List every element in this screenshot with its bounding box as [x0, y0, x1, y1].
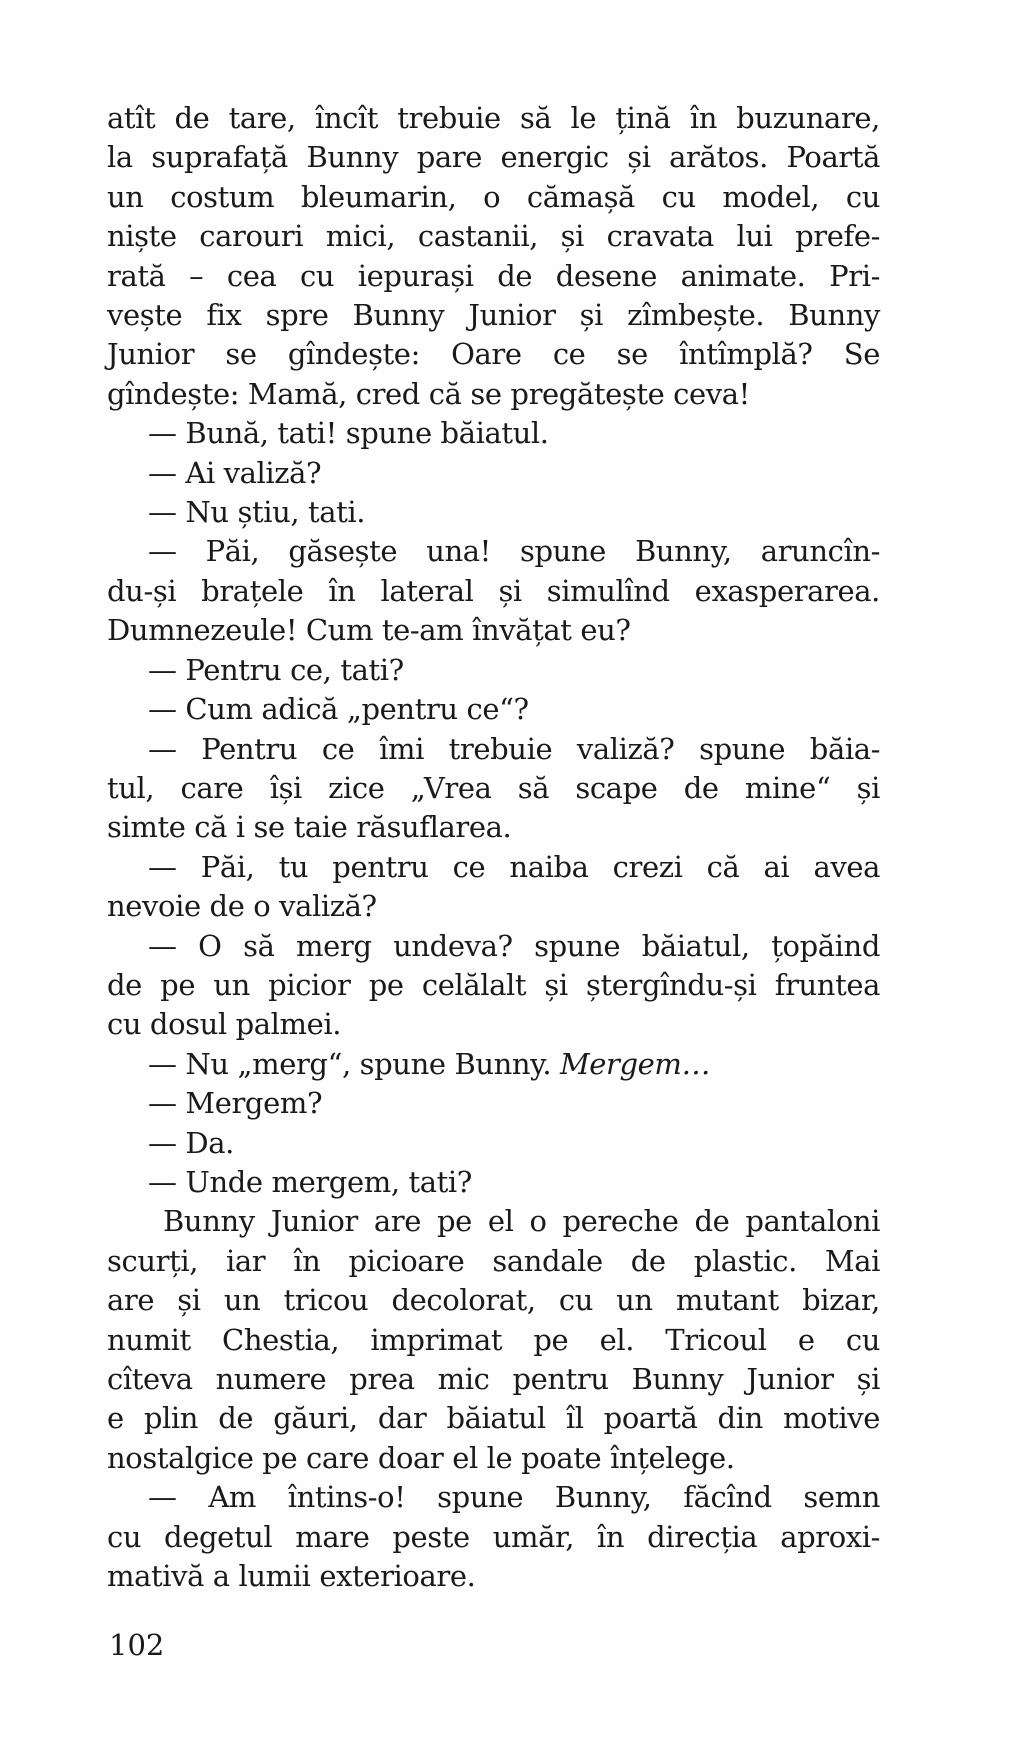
- text-segment: atît de tare, încît trebuie să le țină în buzunare,: [107, 101, 880, 135]
- text-line: [107, 848, 880, 887]
- text-line: [107, 532, 880, 571]
- text-segment: Dumnezeule! Cum te-am învățat eu?: [107, 613, 631, 648]
- text-line: [107, 1281, 880, 1320]
- text-segment: mativă a lumii exterioare.: [107, 1559, 476, 1594]
- text-segment: vește fix spre Bunny Junior și zîmbește. Bunny: [107, 298, 880, 333]
- paragraph: [107, 532, 880, 650]
- paragraph: [107, 414, 880, 453]
- text-segment: — Bună, tati! spune băiatul.: [148, 416, 549, 451]
- text-line: [107, 730, 880, 769]
- text-line: [107, 1163, 880, 1202]
- text-segment: scurți, iar în picioare sandale de plastic. Mai: [107, 1243, 880, 1278]
- text-segment: e plin de găuri, dar băiatul îl poartă din motive: [107, 1401, 880, 1436]
- text-segment: la suprafață Bunny pare energic și arătos. Poartă: [107, 140, 880, 175]
- text-line: [107, 414, 880, 453]
- paragraph: [107, 1084, 880, 1123]
- text-line: [107, 808, 880, 847]
- text-line: [107, 138, 880, 177]
- italic-text-segment: Mergem…: [559, 1046, 711, 1081]
- text-line: [107, 1321, 880, 1360]
- text-line: [107, 99, 880, 138]
- page-number: 102: [109, 1628, 165, 1662]
- text-segment: tul, care își zice „Vrea să scape de mine“ și: [107, 770, 880, 805]
- text-segment: — Nu „merg“, spune Bunny.: [148, 1046, 560, 1081]
- text-segment: — Am întins-o! spune Bunny, făcînd semn: [148, 1480, 880, 1515]
- text-segment: — Păi, găsește una! spune Bunny, aruncîn-: [148, 534, 880, 569]
- paragraph: [107, 730, 880, 848]
- text-segment: — Nu știu, tati.: [148, 495, 366, 530]
- text-segment: gîndește: Mamă, cred că se pregătește ceva!: [107, 376, 750, 411]
- paragraph: [107, 454, 880, 493]
- text-segment: — Pentru ce îmi trebuie valiză? spune băia-: [148, 731, 880, 766]
- text-segment: du-și brațele în lateral și simulînd exasperarea.: [107, 573, 880, 608]
- paragraph: [107, 927, 880, 1045]
- paragraph: [107, 99, 880, 414]
- text-segment: — O să merg undeva? spune băiatul, țopăind: [148, 928, 880, 963]
- text-segment: — Cum adică „pentru ce“?: [148, 692, 529, 727]
- text-segment: simte că i se taie răsuflarea.: [107, 810, 512, 845]
- text-line: [107, 887, 880, 926]
- text-segment: nevoie de o valiză?: [107, 889, 377, 924]
- text-segment: — Da.: [148, 1125, 234, 1160]
- text-line: [107, 257, 880, 296]
- text-segment: cîteva numere prea mic pentru Bunny Junior și: [107, 1362, 880, 1396]
- text-line: [107, 296, 880, 335]
- text-line: [107, 178, 880, 217]
- paragraph: [107, 1124, 880, 1163]
- paragraph: [107, 1202, 880, 1478]
- text-segment: de pe un picior pe celălalt și ștergîndu-și fruntea: [107, 967, 880, 1002]
- text-line: [107, 1360, 880, 1399]
- text-segment: — Unde mergem, tati?: [148, 1164, 472, 1199]
- text-line: [107, 1399, 880, 1438]
- text-segment: numit Chestia, imprimat pe el. Tricoul e cu: [107, 1322, 880, 1357]
- text-segment: rată – cea cu iepurași de desene animate. Pri-: [107, 258, 880, 293]
- paragraph: [107, 1163, 880, 1202]
- text-segment: — Păi, tu pentru ce naiba crezi că ai avea: [148, 849, 880, 884]
- text-line: [107, 375, 880, 414]
- text-line: [107, 1124, 880, 1163]
- text-line: [107, 1478, 880, 1517]
- text-segment: cu dosul palmei.: [107, 1007, 342, 1042]
- text-line: [107, 769, 880, 808]
- text-line: [107, 335, 880, 374]
- text-segment: nostalgice pe care doar el le poate înțelege.: [107, 1440, 735, 1475]
- text-line: [107, 1045, 880, 1084]
- text-segment: are și un tricou decolorat, cu un mutant bizar,: [107, 1283, 880, 1318]
- text-line: [107, 1202, 880, 1241]
- text-line: [107, 966, 880, 1005]
- text-segment: — Pentru ce, tati?: [148, 652, 404, 687]
- text-line: [107, 1084, 880, 1123]
- text-line: [107, 454, 880, 493]
- text-line: [107, 651, 880, 690]
- text-line: [107, 493, 880, 532]
- text-line: [107, 1005, 880, 1044]
- text-segment: — Ai valiză?: [148, 455, 322, 490]
- paragraph: [107, 848, 880, 927]
- paragraph: [107, 690, 880, 729]
- paragraph: [107, 493, 880, 532]
- paragraph: [107, 1478, 880, 1596]
- text-segment: niște carouri mici, castanii, și cravata lui prefe-: [107, 219, 880, 254]
- text-line: [107, 1557, 880, 1596]
- text-line: [107, 1439, 880, 1478]
- text-segment: — Mergem?: [148, 1086, 323, 1121]
- text-segment: cu degetul mare peste umăr, în direcția aproxi-: [107, 1519, 880, 1554]
- paragraph: [107, 1045, 880, 1084]
- text-line: [107, 1518, 880, 1557]
- text-line: [107, 1242, 880, 1281]
- text-segment: un costum bleumarin, o cămașă cu model, cu: [107, 179, 880, 214]
- text-block: [107, 99, 880, 1596]
- text-line: [107, 690, 880, 729]
- paragraph: [107, 651, 880, 690]
- text-segment: Bunny Junior are pe el o pereche de pantaloni: [163, 1204, 880, 1239]
- text-segment: Junior se gîndește: Oare ce se întîmplă? Se: [107, 337, 880, 372]
- text-line: [107, 572, 880, 611]
- text-line: [107, 611, 880, 650]
- text-line: [107, 217, 880, 256]
- text-line: [107, 927, 880, 966]
